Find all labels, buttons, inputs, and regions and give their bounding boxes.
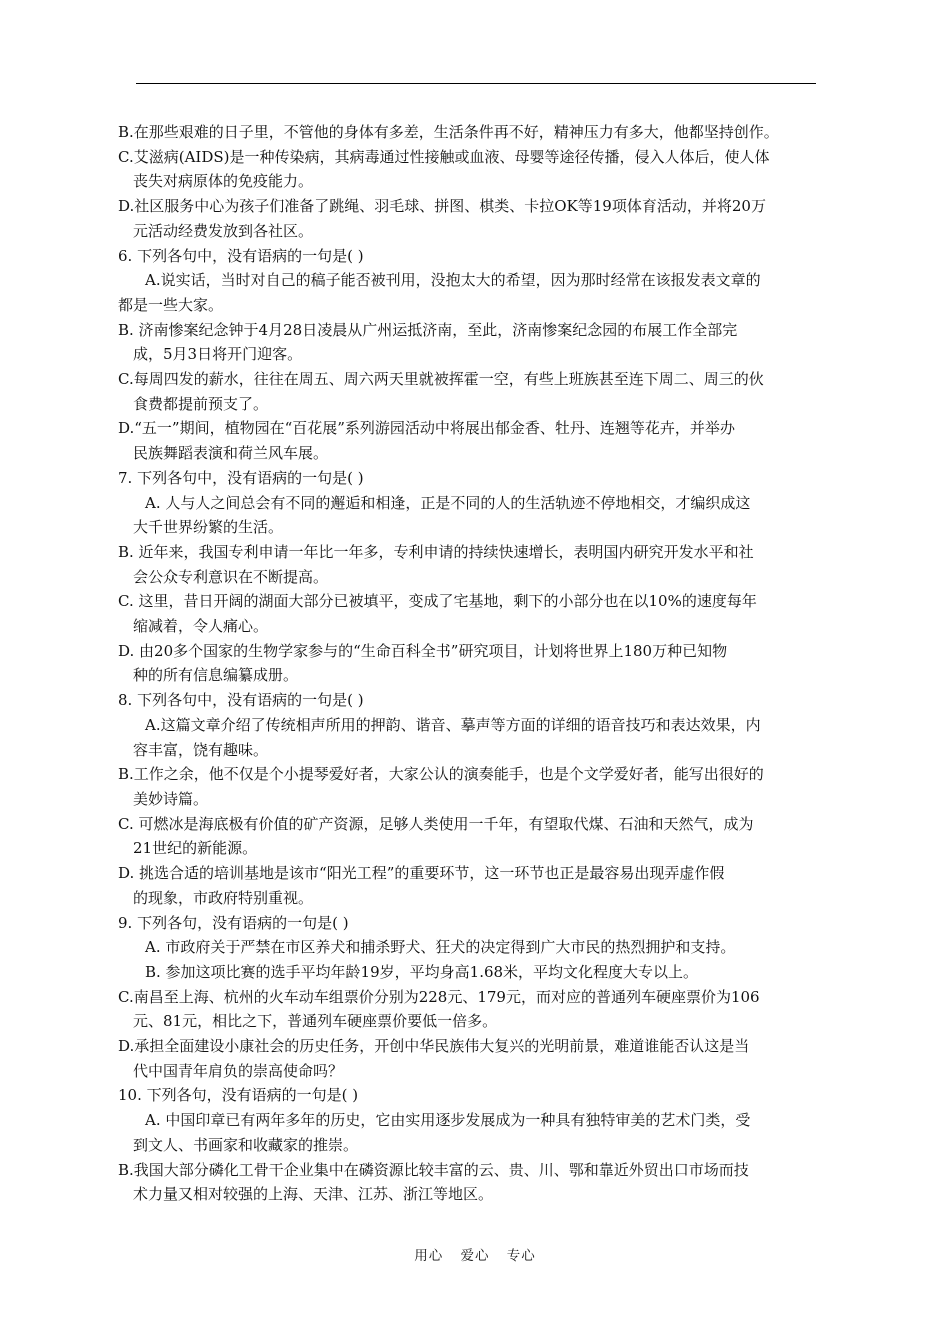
text-line: D.“五一”期间，植物园在“百花展”系列游园活动中将展出郁金香、牡丹、连翘等花卉，并举办 <box>118 419 735 438</box>
text-line: 容丰富，饶有趣味。 <box>133 740 269 759</box>
question-stem: 9. 下列各句，没有语病的一句是( ) <box>118 913 349 932</box>
text-line: 代中国青年肩负的崇高使命吗？ <box>133 1061 344 1080</box>
text-line: 21世纪的新能源。 <box>133 839 258 858</box>
text-line: C.每周四发的薪水，往往在周五、周六两天里就被挥霍一空，有些上班族甚至连下周二、周三的伙 <box>118 370 764 389</box>
text-line: A.说实话，当时对自己的稿子能否被刊用，没抱太大的希望，因为那时经常在该报发表文章的 <box>145 271 761 290</box>
text-line: 术力量又相对较强的上海、天津、江苏、浙江等地区。 <box>133 1185 494 1204</box>
text-line: B.工作之余，他不仅是个小提琴爱好者，大家公认的演奏能手，也是个文学爱好者，能写出很好的 <box>118 765 764 784</box>
text-line: D.承担全面建设小康社会的历史任务，开创中华民族伟大复兴的光明前景，难道谁能否认这是当 <box>118 1037 750 1056</box>
text-line: B.我国大部分磷化工骨干企业集中在磷资源比较丰富的云、贵、川、鄂和靠近外贸出口市场而技 <box>118 1160 749 1179</box>
text-line: D. 由20多个国家的生物学家参与的“生命百科全书”研究项目，计划将世界上180万种已知物 <box>118 641 728 660</box>
text-line: D. 挑选合适的培训基地是该市“阳光工程”的重要环节，这一环节也正是最容易出现弄虚作假 <box>118 864 725 883</box>
text-line: 都是一些大家。 <box>118 295 224 314</box>
text-line: 成，5月3日将开门迎客。 <box>133 345 303 364</box>
text-line: C. 这里，昔日开阔的湖面大部分已被填平，变成了宅基地，剩下的小部分也在以10%的速度每年 <box>118 592 757 611</box>
text-line: 美妙诗篇。 <box>133 789 209 808</box>
text-line: B. 近年来，我国专利申请一年比一年多，专利申请的持续快速增长，表明国内研究开发水平和社 <box>118 542 754 561</box>
text-line: 会公众专利意识在不断提高。 <box>133 567 329 586</box>
text-line: B.在那些艰难的日子里，不管他的身体有多差，生活条件再不好，精神压力有多大，他都坚持创作。 <box>118 123 779 141</box>
question-stem: 8. 下列各句中，没有语病的一句是( ) <box>118 691 364 710</box>
text-line: 食费都提前预支了。 <box>133 394 269 413</box>
document-body <box>118 120 828 1207</box>
text-line: A. 市政府关于严禁在市区养犬和捕杀野犬、狂犬的决定得到广大市民的热烈拥护和支持。 <box>145 938 736 957</box>
text-line: 缩减着，令人痛心。 <box>133 617 269 636</box>
question-stem: 7. 下列各句中，没有语病的一句是( ) <box>118 468 364 487</box>
text-line: A. 人与人之间总会有不同的邂逅和相逢，正是不同的人的生活轨迹不停地相交，才编织成这 <box>145 493 751 512</box>
text-line: 大千世界纷繁的生活。 <box>133 518 284 537</box>
text-line: 的现象，市政府特别重视。 <box>133 888 314 907</box>
text-line: A. 中国印章已有两年多年的历史，它由实用逐步发展成为一种具有独特审美的艺术门类，受 <box>145 1111 751 1130</box>
text-line: 元、81元，相比之下，普通列车硬座票价要低一倍多。 <box>133 1012 498 1031</box>
text-line: C.艾滋病(AIDS)是一种传染病，其病毒通过性接触或血液、母婴等途径传播，侵入人体后，使人体 <box>118 147 770 166</box>
text-line: 种的所有信息编纂成册。 <box>133 666 299 685</box>
text-line: 民族舞蹈表演和荷兰风车展。 <box>133 444 329 463</box>
text-line: D.社区服务中心为孩子们准备了跳绳、羽毛球、拼图、棋类、卡拉OK等19项体育活动，并将20万 <box>118 197 766 216</box>
header-rule <box>136 83 816 84</box>
text-line: C.南昌至上海、杭州的火车动车组票价分别为228元、179元，而对应的普通列车硬座票价为106 <box>118 987 760 1006</box>
text-line: 丧失对病原体的免疫能力。 <box>133 172 314 191</box>
text-line: B. 参加这项比赛的选手平均年龄19岁，平均身高1.68米，平均文化程度大专以上。 <box>145 962 699 981</box>
question-stem: 6. 下列各句中，没有语病的一句是( ) <box>118 246 364 265</box>
text-line: B. 济南惨案纪念钟于4月28日凌晨从广州运抵济南，至此，济南惨案纪念园的布展工作全部完 <box>118 320 738 339</box>
text-line: 元活动经费发放到各社区。 <box>133 221 314 240</box>
text-line: C. 可燃冰是海底极有价值的矿产资源，足够人类使用一千年，有望取代煤、石油和天然气，成为 <box>118 814 754 833</box>
page-footer: 用心 爱心 专心 <box>414 1248 536 1264</box>
text-line: A.这篇文章介绍了传统相声所用的押韵、谐音、摹声等方面的详细的语音技巧和表达效果，内 <box>145 715 761 734</box>
question-stem: 10. 下列各句，没有语病的一句是( ) <box>118 1086 359 1105</box>
text-line: 到文人、书画家和收藏家的推崇。 <box>133 1135 359 1154</box>
